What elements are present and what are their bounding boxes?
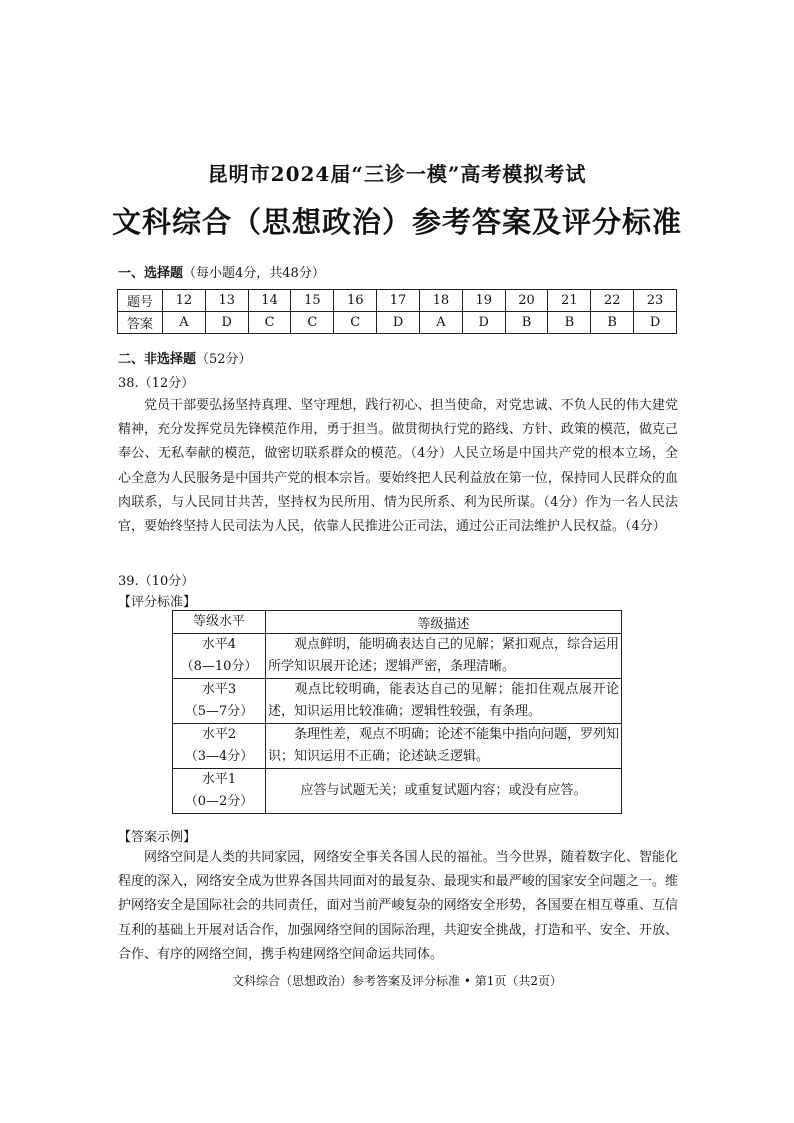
question-number: 22 <box>591 290 634 312</box>
criteria-row <box>173 769 622 814</box>
scoring-criteria-label: 【评分标准】 <box>118 595 197 610</box>
section-open-note: （52分） <box>196 352 252 367</box>
level-description: 观点鲜明，能明确表达自己的见解；紧扣观点，综合运用所学知识展开论述；逻辑严密，条理清晰。 <box>268 637 620 674</box>
answer-cell: A <box>419 312 462 334</box>
question-38-label: 38.（12分） <box>118 376 195 391</box>
section-choice-note: （每小题4分，共48分） <box>183 266 325 281</box>
question-number: 14 <box>248 290 291 312</box>
level-description-cell <box>266 634 622 679</box>
question-number: 23 <box>634 290 677 312</box>
answer-cell: B <box>505 312 548 334</box>
answer-cell: A <box>163 312 206 334</box>
level-description-cell <box>266 724 622 769</box>
answer-cell: C <box>334 312 377 334</box>
document-title: 文科综合（思想政治）参考答案及评分标准 <box>111 205 682 239</box>
header-description: 等级描述 <box>266 611 622 634</box>
answer-table <box>117 289 677 334</box>
answer-cell: B <box>548 312 591 334</box>
section-open-title: 二、非选择题 <box>118 352 197 367</box>
level-description: 应答与试题无关；或重复试题内容；或没有应答。 <box>300 783 587 798</box>
question-39-label: 39.（10分） <box>118 574 195 589</box>
level-name: 水平4 <box>201 637 237 652</box>
question-38-answer: 党员干部要弘扬坚持真理、坚守理想，践行初心、担当使命，对党忠诚、不负人民的伟大建党精神，充分发挥党员先锋模范作用，勇于担当。做贯彻执行党的路线、方针、政策的模范，做克己奉公、无私奉献的模范，做密切联系群众的模范。（4分）人民立场是中国共产党的根本立场，全心全意为人民服务是中国共产党的根本宗旨。要始终把人民利益放在第一位，保持同人民群众的血肉联系，与人民同甘共苦，坚持权为民所用、情为民所系、利为民所谋。（4分）作为一名人民法官，要始终坚持人民司法为人民，依靠人民推进公正司法，通过公正司法维护人民权益。（4分） <box>118 398 678 535</box>
question-number: 16 <box>334 290 377 312</box>
level-cell <box>173 724 266 769</box>
criteria-row <box>173 679 622 724</box>
answer-cell: B <box>591 312 634 334</box>
answer-example-text: 网络空间是人类的共同家园，网络安全事关各国人民的福祉。当今世界，随着数字化、智能化程度的深入，网络安全成为世界各国共同面对的最复杂、最现实和最严峻的国家安全问题之一。维护网络安全是国际社会的共同责任，面对当前严峻复杂的网络安全形势，各国要在相互尊重、互信互利的基础上开展对话合作，加强网络空间的国际治理，共迎安全挑战，打造和平、安全、开放、合作、有序的网络空间，携手构建网络空间命运共同体。 <box>118 850 678 962</box>
level-description-cell <box>266 769 622 814</box>
level-name: 水平3 <box>201 682 237 697</box>
section-open-heading <box>118 348 252 367</box>
criteria-row <box>173 634 622 679</box>
header-level: 等级水平 <box>173 611 266 634</box>
answer-cell: C <box>291 312 334 334</box>
answer-cell: D <box>377 312 420 334</box>
question-number: 15 <box>291 290 334 312</box>
page-footer: 文科综合（思想政治）参考答案及评分标准 • 第1页（共2页） <box>232 974 562 988</box>
scoring-criteria-table <box>172 610 622 814</box>
answer-cell: D <box>634 312 677 334</box>
criteria-header-row <box>173 611 622 634</box>
level-cell <box>173 634 266 679</box>
criteria-row <box>173 724 622 769</box>
level-description: 条理性差，观点不明确；论述不能集中指向问题，罗列知识；知识运用不正确；论述缺乏逻辑。 <box>268 727 620 764</box>
question-number: 13 <box>205 290 248 312</box>
question-number: 12 <box>163 290 206 312</box>
question-number: 17 <box>377 290 420 312</box>
answer-row <box>118 312 677 334</box>
level-range: （0—2分） <box>184 794 254 809</box>
question-number: 21 <box>548 290 591 312</box>
level-cell <box>173 769 266 814</box>
answer-cell: D <box>205 312 248 334</box>
level-cell <box>173 679 266 724</box>
question-number: 18 <box>419 290 462 312</box>
level-range: （8—10分） <box>180 659 258 674</box>
answer-cell: C <box>248 312 291 334</box>
level-description: 观点比较明确，能表达自己的见解；能扣住观点展开论述，知识运用比较准确；逻辑性较强，有条理。 <box>268 682 619 719</box>
row-label: 题号 <box>118 290 163 312</box>
level-range: （3—4分） <box>184 749 254 764</box>
section-choice-title: 一、选择题 <box>118 266 184 281</box>
question-number-row <box>118 290 677 312</box>
level-description-cell <box>266 679 622 724</box>
row-label: 答案 <box>118 312 163 334</box>
question-number: 19 <box>462 290 505 312</box>
section-choice-heading <box>118 262 325 281</box>
answer-cell: D <box>462 312 505 334</box>
exam-title: 昆明市2024届“三诊一模”高考模拟考试 <box>207 162 587 186</box>
level-name: 水平1 <box>201 772 237 787</box>
question-number: 20 <box>505 290 548 312</box>
answer-example-label: 【答案示例】 <box>118 830 197 845</box>
level-range: （5—7分） <box>184 704 254 719</box>
level-name: 水平2 <box>201 727 237 742</box>
